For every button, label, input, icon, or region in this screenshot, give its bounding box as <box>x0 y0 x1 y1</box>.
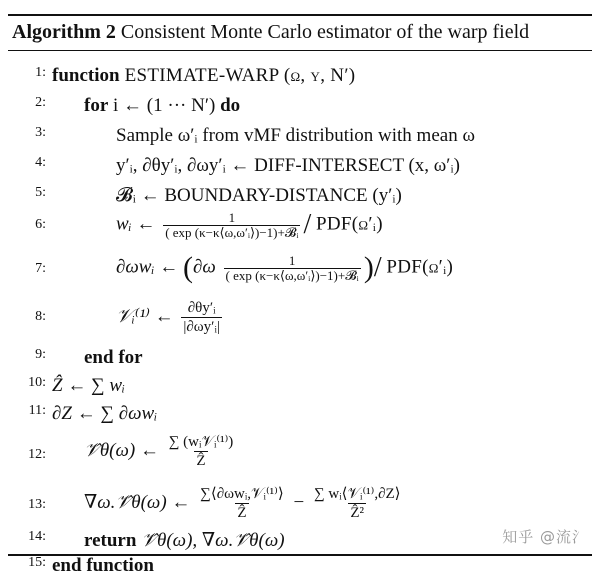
line-number: 13: <box>28 497 46 512</box>
division-slash: / <box>303 209 312 240</box>
divergence-fraction-2 <box>312 485 403 522</box>
code-text: 𝒱̂θ(ω), ∇ω.𝒱̂θ(ω) <box>136 530 285 551</box>
caption-label: Algorithm 2 <box>12 21 116 43</box>
line-number: 4: <box>35 155 46 170</box>
velocity-fraction <box>181 299 222 336</box>
pdf-term: PDF(ω′ᵢ) <box>315 213 383 235</box>
line-number: 12: <box>28 447 46 462</box>
fraction-numerator: 1 <box>228 209 236 225</box>
fraction-denominator: |∂ωy′ᵢ| <box>183 319 220 335</box>
fraction-numerator: ∑⟨∂ωwᵢ,𝒱ᵢ⁽¹⁾⟩ <box>200 486 284 502</box>
keyword: return <box>84 530 137 551</box>
fraction-numerator: ∑ wᵢ⟨𝒱ᵢ⁽¹⁾,∂Z⟩ <box>313 486 401 502</box>
weight-fraction <box>163 211 300 240</box>
line-number: 5: <box>35 185 46 200</box>
fraction-denominator: ( exp (κ−κ⟨ω,ω′ᵢ⟩)−1)+𝓑ᵢ <box>165 224 299 240</box>
line-number: 14: <box>28 529 46 544</box>
pdf-term: PDF(ω′ᵢ) <box>386 256 454 278</box>
code-text: y′ᵢ, ∂θy′ᵢ, ∂ωy′ᵢ ← DIFF-INTERSECT (x, ω′ᵢ) <box>116 155 460 176</box>
algorithm-body <box>8 51 592 576</box>
watermark: 知乎 @流氵 <box>502 528 588 546</box>
line-number: 8: <box>35 309 46 324</box>
keyword: end function <box>52 555 154 576</box>
keyword-do: do <box>220 95 241 116</box>
algorithm-caption <box>8 16 592 44</box>
right-paren: ) <box>363 251 374 284</box>
keyword: for <box>84 95 109 116</box>
fraction-numerator: ∂θy′ᵢ <box>187 300 216 316</box>
line-number: 1: <box>35 65 46 80</box>
equation-lhs: wᵢ ← <box>116 213 156 235</box>
line-number: 10: <box>28 375 46 390</box>
line-number: 9: <box>35 347 46 362</box>
algo-line-8 <box>8 299 592 339</box>
line-number: 3: <box>35 125 46 140</box>
equation-lhs: 𝒱̂θ(ω) ← <box>84 439 159 461</box>
code-text: ∂Z ← ∑ ∂ωwᵢ <box>52 403 158 424</box>
fraction-numerator: 1 <box>288 252 296 268</box>
line-number: 7: <box>35 261 46 276</box>
bottom-rule <box>8 554 592 556</box>
equation-lhs: 𝒱ᵢ⁽¹⁾ ← <box>116 305 174 327</box>
equation-lhs: ∂ωwᵢ ← <box>116 256 179 278</box>
line-number: 11: <box>28 403 46 418</box>
code-text: i ← (1 ··· N′) <box>108 95 221 116</box>
code-text: Ẑ ← ∑ wᵢ <box>52 375 126 396</box>
algorithm-block <box>8 14 592 576</box>
weight-fraction <box>224 254 361 283</box>
equation-lhs: ∇ω.𝒱̂θ(ω) ← <box>84 491 191 513</box>
algo-line-12 <box>8 433 592 479</box>
algo-line-7 <box>8 251 592 291</box>
minus-sign: − <box>293 491 305 513</box>
algo-line-13 <box>8 485 592 529</box>
code-text: Sample ω′ᵢ from vMF distribution with mean ω <box>116 125 475 146</box>
left-paren: ( <box>182 251 193 284</box>
line-number: 15: <box>28 555 46 570</box>
field-fraction <box>167 433 236 470</box>
fraction-denominator: Ẑ² <box>350 505 365 521</box>
algo-line-6 <box>8 209 592 243</box>
code-text: ESTIMATE-WARP (ω, y, N′) <box>119 65 356 86</box>
code-text: 𝓑ᵢ ← BOUNDARY-DISTANCE (y′ᵢ) <box>116 185 402 206</box>
fraction-denominator: Ẑ <box>196 453 206 469</box>
operator: ∂ω <box>192 256 216 278</box>
division-slash: / <box>373 252 382 283</box>
keyword: end for <box>84 347 143 368</box>
fraction-denominator: ( exp (κ−κ⟨ω,ω′ᵢ⟩)−1)+𝓑ᵢ <box>225 267 359 283</box>
keyword: function <box>52 65 120 86</box>
line-number: 6: <box>35 217 46 232</box>
caption-title: Consistent Monte Carlo estimator of the warp field <box>120 21 530 43</box>
fraction-numerator: ∑ (wᵢ𝒱ᵢ⁽¹⁾) <box>168 434 234 450</box>
fraction-denominator: Ẑ <box>237 505 247 521</box>
line-number: 2: <box>35 95 46 110</box>
divergence-fraction-1 <box>198 485 286 522</box>
